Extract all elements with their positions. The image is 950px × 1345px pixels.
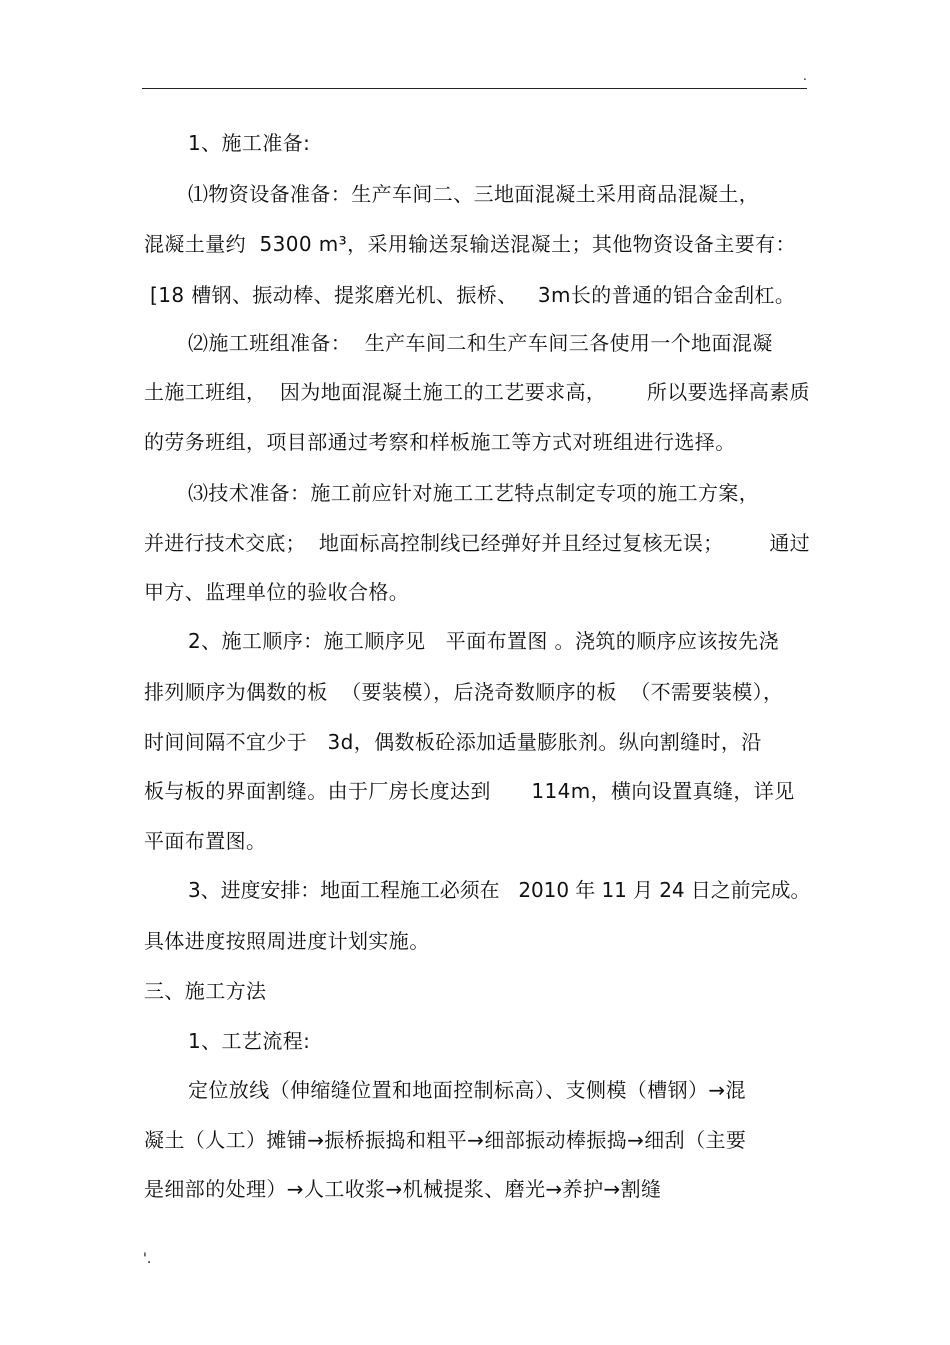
paragraph-line: 混凝土量约 5300 m³，采用输送泵输送混凝土；其他物资设备主要有： bbox=[144, 232, 796, 256]
section-heading-methods: 三、施工方法 bbox=[144, 979, 267, 1003]
paragraph-line: 具体进度按照周进度计划实施。 bbox=[144, 929, 430, 953]
paragraph-line: 2、施工顺序：施工顺序见 平面布置图 。浇筑的顺序应该按先浇 bbox=[188, 629, 779, 653]
paragraph-line: 的劳务班组，项目部通过考察和样板施工等方式对班组进行选择。 bbox=[144, 430, 736, 454]
paragraph-line: 甲方、监理单位的验收合格。 bbox=[144, 580, 410, 604]
paragraph-line: 排列顺序为偶数的板 （要装模），后浇奇数顺序的板 （不需要装模）， bbox=[144, 680, 784, 704]
paragraph-line: 时间间隔不宜少于 3d，偶数板砼添加适量膨胀剂。纵向割缝时，沿 bbox=[144, 730, 762, 754]
paragraph-line: [18 槽钢、振动棒、提浆磨光机、振桥、 3m长的普通的铝合金刮杠。 bbox=[150, 283, 796, 307]
header-corner-mark: . bbox=[803, 69, 807, 83]
paragraph-line: ⑶技术准备：施工前应针对施工工艺特点制定专项的施工方案， bbox=[188, 481, 760, 505]
section-heading-preparation: 1、施工准备: bbox=[188, 131, 311, 155]
paragraph-line: ⑴物资设备准备：生产车间二、三地面混凝土采用商品混凝土， bbox=[188, 182, 760, 206]
paragraph-line: 板与板的界面割缝。由于厂房长度达到 114m，横向设置真缝，详见 bbox=[144, 779, 795, 803]
footer-corner-mark: '. bbox=[143, 1251, 152, 1267]
paragraph-line: ⑵施工班组准备： 生产车间二和生产车间三各使用一个地面混凝 bbox=[188, 331, 773, 355]
paragraph-line: 凝土（人工）摊铺→振桥振捣和粗平→细部振动棒振捣→细刮（主要 bbox=[144, 1128, 747, 1152]
paragraph-line: 3、进度安排：地面工程施工必须在 2010 年 11 月 24 日之前完成。 bbox=[188, 878, 811, 902]
paragraph-line: 并进行技术交底； 地面标高控制线已经弹好并且经过复核无误； 通过 bbox=[144, 531, 810, 555]
paragraph-line: 土施工班组， 因为地面混凝土施工的工艺要求高， 所以要选择高素质 bbox=[144, 380, 811, 404]
subsection-heading-process-flow: 1、工艺流程: bbox=[188, 1029, 311, 1053]
paragraph-line: 定位放线（伸缩缝位置和地面控制标高）、支侧模（槽钢）→混 bbox=[188, 1078, 746, 1102]
header-rule bbox=[142, 88, 807, 89]
paragraph-line: 是细部的处理）→人工收浆→机械提浆、磨光→养护→割缝 bbox=[144, 1177, 662, 1201]
paragraph-line: 平面布置图。 bbox=[144, 829, 267, 853]
